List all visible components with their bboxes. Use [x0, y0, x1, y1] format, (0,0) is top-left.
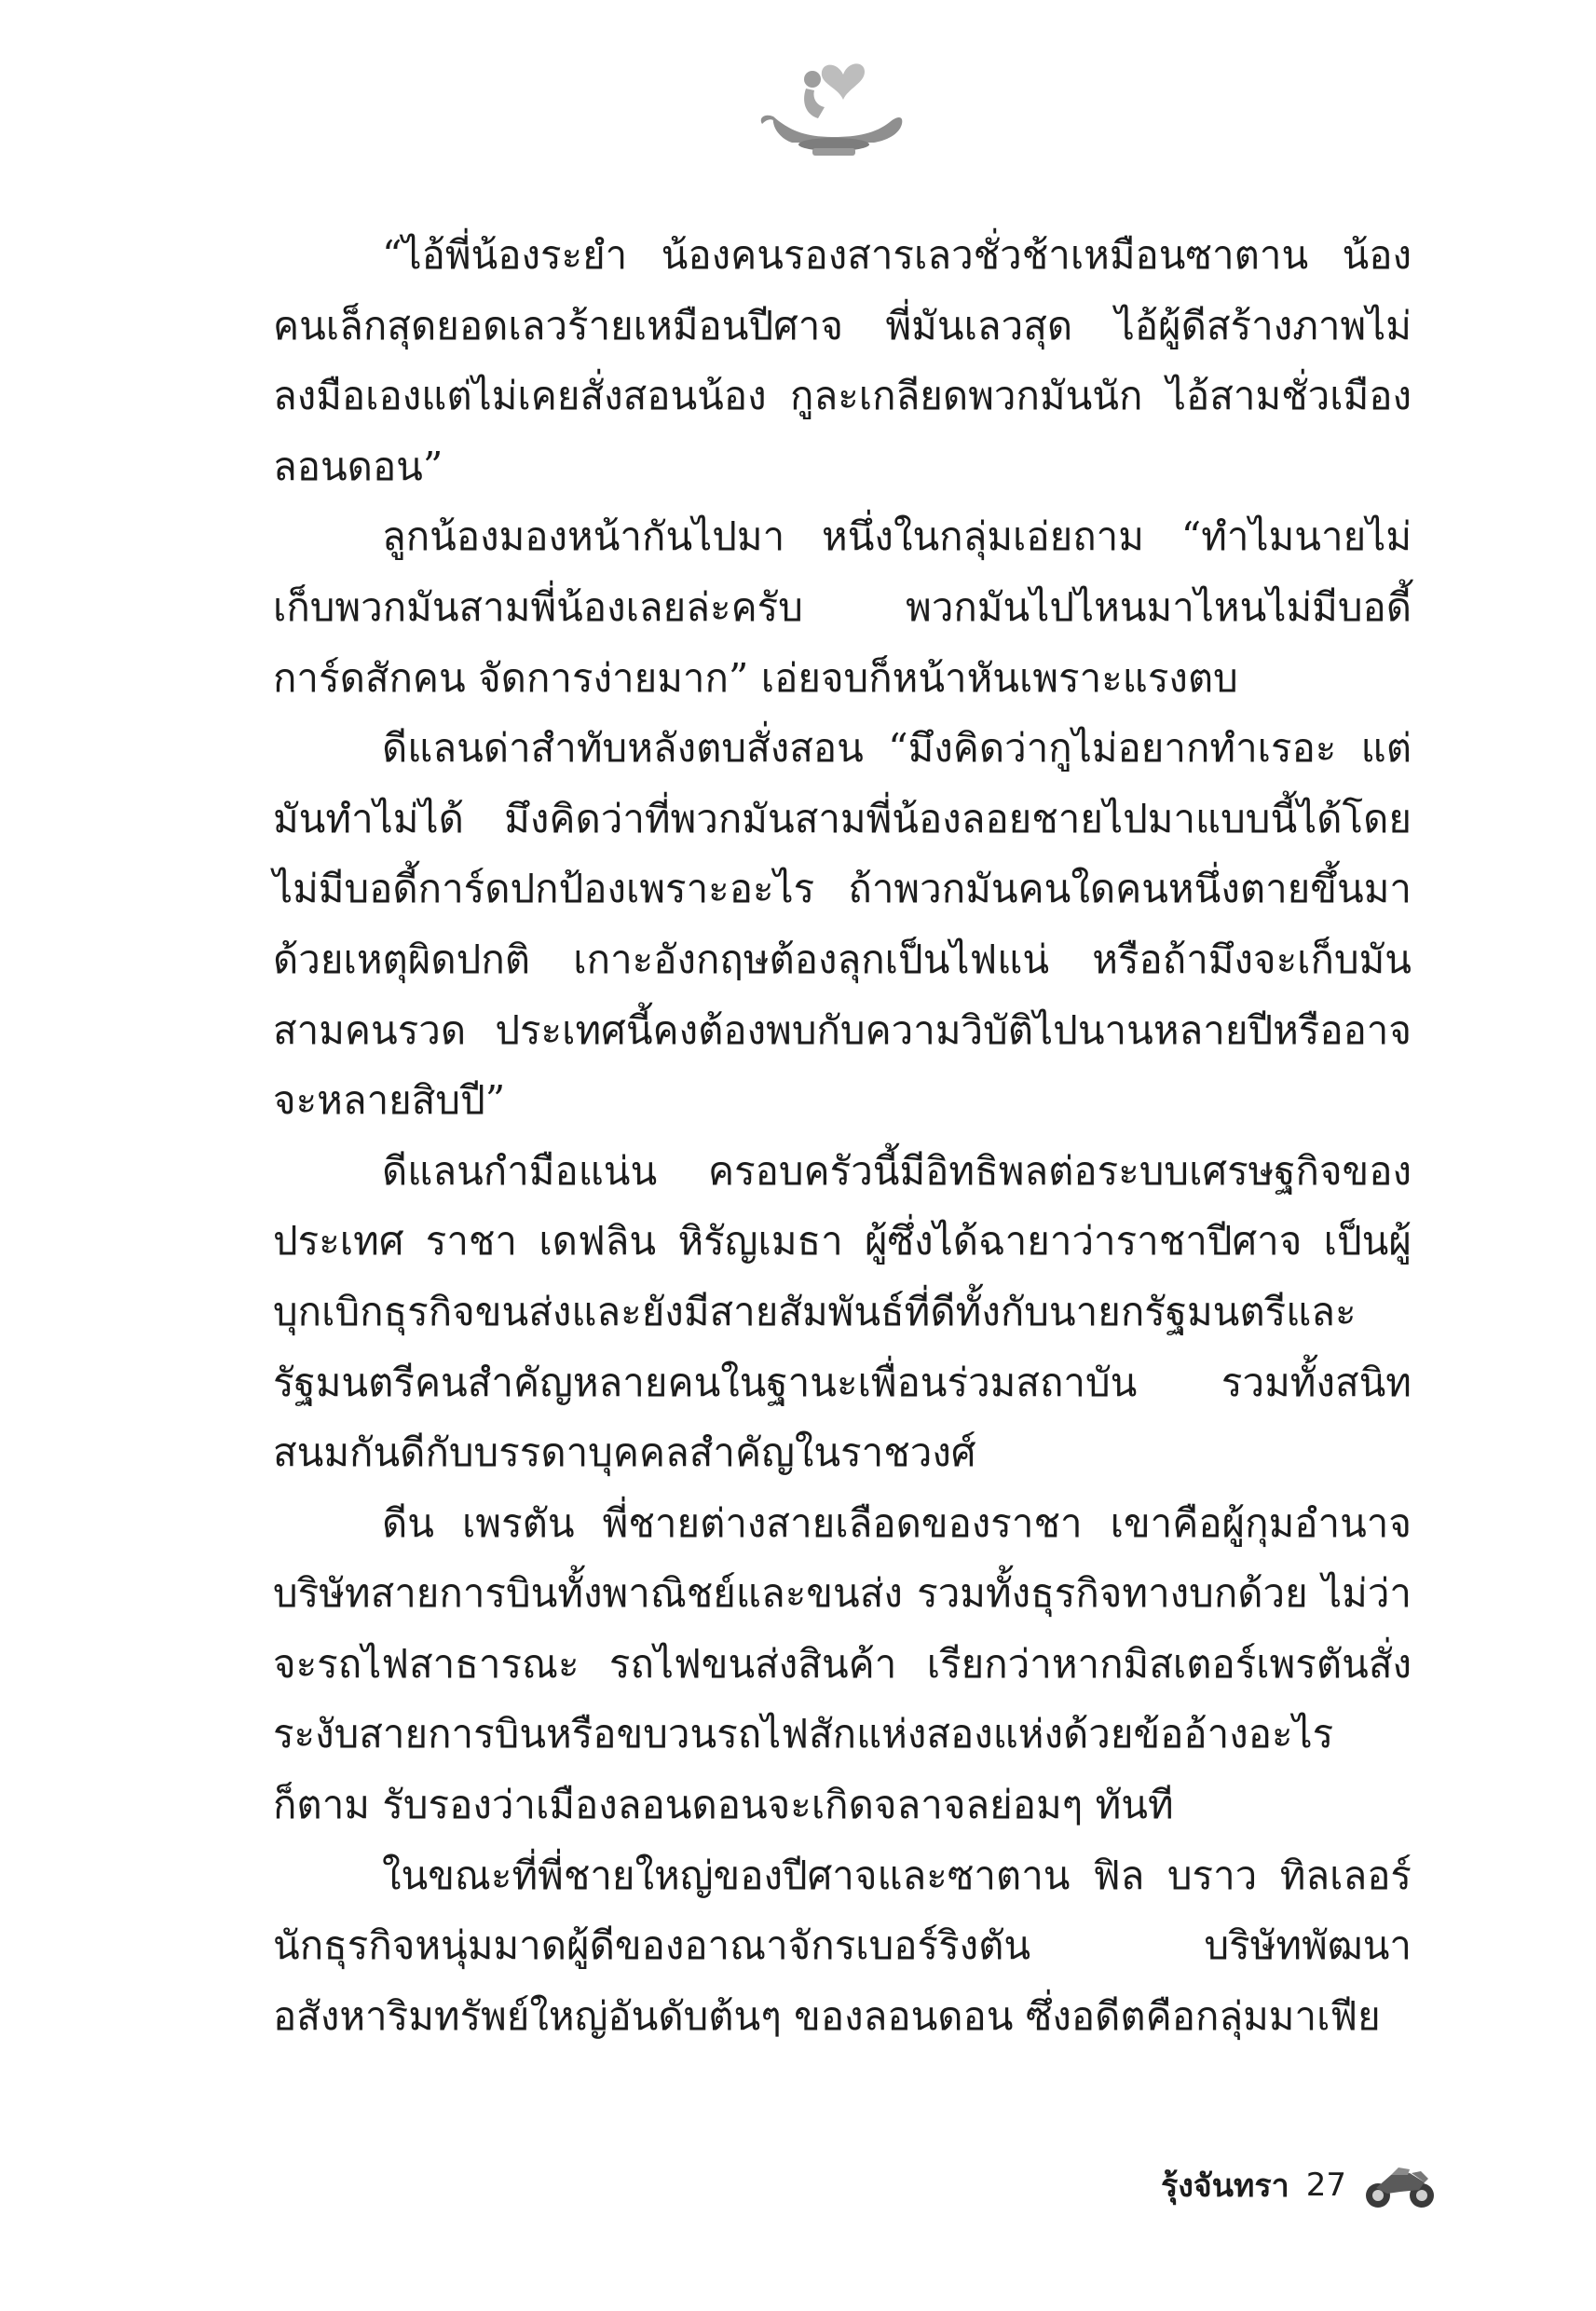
- paragraph-4: ดีแลนกำมือแน่น ครอบครัวนี้มีอิทธิพลต่อระบบเศรษฐกิจของประเทศ ราชา เดฟลิน หิรัญเมธา ผู้ซึ่งได้ฉายาว่าราชาปีศาจ เป็นผู้บุกเบิกธุรกิจขนส่งและยังมีสายสัมพันธ์ที่ดีทั้งกับนายกรัฐมนตรีและรัฐมนตรีคนสำคัญหลายคนในฐานะเพื่อนร่วมสถาบัน รวมทั้งสนิทสนมกันดีกับบรรดาบุคคลสำคัญในราชวงศ์: [273, 1147, 1412, 1476]
- page-footer: [1161, 2157, 1438, 2213]
- author-name: รุ้งจันทรา: [1160, 2167, 1289, 2205]
- motorcycle-icon: [1363, 2160, 1438, 2211]
- paragraph-2: ลูกน้องมองหน้ากันไปมา หนึ่งในกลุ่มเอ่ยถาม “ทำไมนายไม่เก็บพวกมันสามพี่น้องเลยล่ะครับ พวกมันไปไหนมาไหนไม่มีบอดี้การ์ดสักคน จัดการง่ายมาก” เอ่ยจบก็หน้าหันเพราะแรงตบ: [273, 513, 1412, 701]
- paragraph-6: ในขณะที่พี่ชายใหญ่ของปีศาจและซาตาน ฟิล บราว ทิลเลอร์ นักธุรกิจหนุ่มมาดผู้ดีของอาณาจักรเบอร์ริงตัน บริษัทพัฒนาอสังหาริมทรัพย์ใหญ่อันดับต้นๆ ของลอนดอน ซึ่งอดีตคือกลุ่มมาเฟีย: [273, 1852, 1412, 2039]
- paragraph-1: “ไอ้พี่น้องระยำ น้องคนรองสารเลวชั่วช้าเหมือนซาตาน น้องคนเล็กสุดยอดเลวร้ายเหมือนปีศาจ พี่มันเลวสุด ไอ้ผู้ดีสร้างภาพไม่ลงมือเองแต่ไม่เคยสั่งสอนน้อง กูละเกลียดพวกมันนัก ไอ้สามชั่วเมืองลอนดอน”: [273, 232, 1412, 489]
- paragraph-5: ดีน เพรตัน พี่ชายต่างสายเลือดของราชา เขาคือผู้กุมอำนาจบริษัทสายการบินทั้งพาณิชย์และขนส่ง รวมทั้งธุรกิจทางบกด้วย ไม่ว่าจะรถไฟสาธารณะ รถไฟขนส่งสินค้า เรียกว่าหากมิสเตอร์เพรตันสั่งระงับสายการบินหรือขบวนรถไฟสักแห่งสองแห่งด้วยข้ออ้างอะไรก็ตาม รับรองว่าเมืองลอนดอนจะเกิดจลาจลย่อมๆ ทันที: [273, 1499, 1412, 1828]
- page-number: 27: [1305, 2167, 1346, 2204]
- body-text: [273, 220, 1412, 2051]
- genie-lamp-icon: [755, 51, 913, 163]
- paragraph-3: ดีแลนด่าสำทับหลังตบสั่งสอน “มึงคิดว่ากูไม่อยากทำเรอะ แต่มันทำไม่ได้ มึงคิดว่าที่พวกมันสามพี่น้องลอยชายไปมาแบบนี้ได้โดยไม่มีบอดี้การ์ดปกป้องเพราะอะไร ถ้าพวกมันคนใดคนหนึ่งตายขึ้นมาด้วยเหตุผิดปกติ เกาะอังกฤษต้องลุกเป็นไฟแน่ หรือถ้ามึงจะเก็บมันสามคนรวด ประเทศนี้คงต้องพบกับความวิบัติไปนานหลายปีหรืออาจจะหลายสิบปี”: [273, 725, 1412, 1124]
